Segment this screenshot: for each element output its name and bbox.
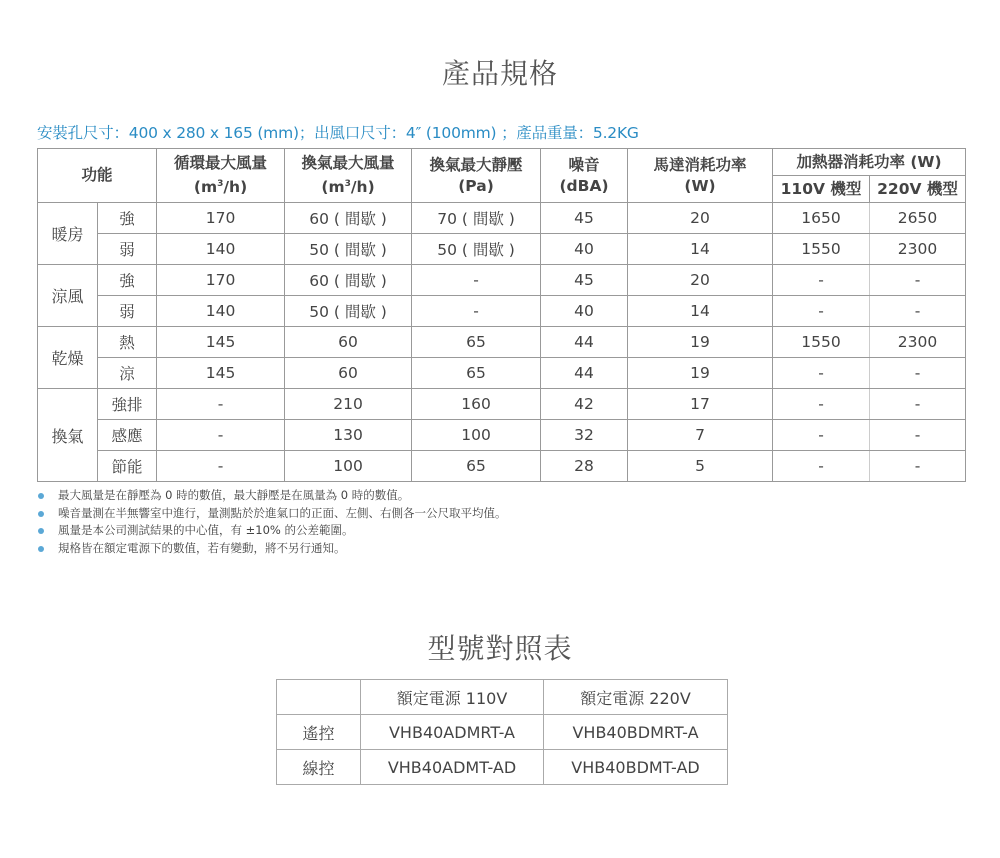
circ-cell: 145: [157, 358, 285, 389]
vent-cell: 60 ( 間歇 ): [285, 265, 412, 296]
circ-cell: -: [157, 389, 285, 420]
pressure-cell: 65: [412, 451, 541, 482]
row-label: 遙控: [277, 715, 361, 750]
header-empty: [277, 680, 361, 715]
heater-110-cell: -: [773, 420, 870, 451]
heater-220-cell: -: [870, 358, 966, 389]
heater-110-cell: -: [773, 389, 870, 420]
bullet-icon: [38, 546, 44, 552]
motor-cell: 19: [628, 327, 773, 358]
group-label: 涼風: [38, 265, 98, 327]
header-motor-power: 馬達消耗功率 (W): [628, 149, 773, 203]
noise-cell: 44: [541, 358, 628, 389]
model-220v: VHB40BDMT-AD: [544, 750, 728, 785]
model-table: [276, 679, 728, 785]
heater-110-cell: 1550: [773, 234, 870, 265]
noise-cell: 40: [541, 296, 628, 327]
circ-cell: 140: [157, 234, 285, 265]
table-row: [38, 203, 966, 234]
vent-cell: 60: [285, 358, 412, 389]
note-item: 風量是本公司測試結果的中心值，有 ±10% 的公差範圍。: [37, 522, 507, 540]
table-row: [38, 451, 966, 482]
heater-220-cell: 2650: [870, 203, 966, 234]
circ-cell: -: [157, 451, 285, 482]
model-110v: VHB40ADMT-AD: [361, 750, 544, 785]
group-label: 換氣: [38, 389, 98, 482]
vent-cell: 130: [285, 420, 412, 451]
spec-title: 產品規格: [441, 57, 558, 90]
dimensions-line: 安裝孔尺寸：400 x 280 x 165 (mm)；出風口尺寸：4″ (100mm) ；產品重量：5.2KG: [37, 124, 639, 142]
circ-cell: 140: [157, 296, 285, 327]
vent-cell: 60 ( 間歇 ): [285, 203, 412, 234]
motor-cell: 19: [628, 358, 773, 389]
mode-cell: 節能: [98, 451, 157, 482]
bullet-icon: [38, 528, 44, 534]
table-row: [38, 265, 966, 296]
spec-table: [37, 148, 966, 482]
noise-cell: 32: [541, 420, 628, 451]
circ-cell: 170: [157, 203, 285, 234]
motor-cell: 17: [628, 389, 773, 420]
heater-220-cell: -: [870, 389, 966, 420]
header-circ-airflow: 循環最大風量 $(m^3/h)$: [157, 149, 285, 203]
mode-cell: 強: [98, 203, 157, 234]
table-row: [38, 389, 966, 420]
heater-220-cell: 2300: [870, 327, 966, 358]
heater-220-cell: -: [870, 265, 966, 296]
model-220v: VHB40BDMRT-A: [544, 715, 728, 750]
heater-110-cell: 1550: [773, 327, 870, 358]
vent-cell: 50 ( 間歇 ): [285, 296, 412, 327]
heater-220-cell: 2300: [870, 234, 966, 265]
motor-cell: 7: [628, 420, 773, 451]
motor-cell: 5: [628, 451, 773, 482]
vent-cell: 50 ( 間歇 ): [285, 234, 412, 265]
mode-cell: 弱: [98, 234, 157, 265]
bullet-icon: [38, 493, 44, 499]
motor-cell: 14: [628, 296, 773, 327]
header-220v: 額定電源 220V: [544, 680, 728, 715]
pressure-cell: 100: [412, 420, 541, 451]
noise-cell: 42: [541, 389, 628, 420]
heater-220-cell: -: [870, 296, 966, 327]
circ-cell: -: [157, 420, 285, 451]
heater-220-cell: -: [870, 420, 966, 451]
note-item: 噪音量測在半無響室中進行，量測點於於進氣口的正面、左側、右側各一公尺取平均值。: [37, 505, 507, 523]
pressure-cell: -: [412, 265, 541, 296]
vent-cell: 210: [285, 389, 412, 420]
header-noise: 噪音 (dBA): [541, 149, 628, 203]
table-header-row: [277, 680, 728, 715]
header-vent-airflow: 換氣最大風量 $(m^3/h)$: [285, 149, 412, 203]
group-label: 暖房: [38, 203, 98, 265]
vent-cell: 60: [285, 327, 412, 358]
noise-cell: 40: [541, 234, 628, 265]
circ-cell: 145: [157, 327, 285, 358]
pressure-cell: -: [412, 296, 541, 327]
table-row: [277, 715, 728, 750]
vent-cell: 100: [285, 451, 412, 482]
heater-110-cell: -: [773, 358, 870, 389]
table-row: [38, 234, 966, 265]
mode-cell: 感應: [98, 420, 157, 451]
heater-110-cell: -: [773, 451, 870, 482]
noise-cell: 45: [541, 203, 628, 234]
note-item: 最大風量是在靜壓為 0 時的數值，最大靜壓是在風量為 0 時的數值。: [37, 487, 507, 505]
mode-cell: 涼: [98, 358, 157, 389]
pressure-cell: 70 ( 間歇 ): [412, 203, 541, 234]
header-function: 功能: [38, 149, 157, 203]
table-row: [277, 750, 728, 785]
pressure-cell: 65: [412, 358, 541, 389]
pressure-cell: 65: [412, 327, 541, 358]
mode-cell: 強: [98, 265, 157, 296]
motor-cell: 20: [628, 265, 773, 296]
header-heater-110v: 110V 機型: [773, 176, 870, 203]
row-label: 線控: [277, 750, 361, 785]
table-row: [38, 420, 966, 451]
pressure-cell: 160: [412, 389, 541, 420]
mode-cell: 熱: [98, 327, 157, 358]
mode-cell: 弱: [98, 296, 157, 327]
notes-list: [37, 487, 507, 557]
circ-cell: 170: [157, 265, 285, 296]
bullet-icon: [38, 511, 44, 517]
noise-cell: 28: [541, 451, 628, 482]
noise-cell: 45: [541, 265, 628, 296]
noise-cell: 44: [541, 327, 628, 358]
pressure-cell: 50 ( 間歇 ): [412, 234, 541, 265]
motor-cell: 14: [628, 234, 773, 265]
motor-cell: 20: [628, 203, 773, 234]
mode-cell: 強排: [98, 389, 157, 420]
group-label: 乾燥: [38, 327, 98, 389]
table-row: [38, 296, 966, 327]
table-row: [38, 327, 966, 358]
header-static-pressure: 換氣最大靜壓 (Pa): [412, 149, 541, 203]
heater-110-cell: 1650: [773, 203, 870, 234]
heater-110-cell: -: [773, 296, 870, 327]
note-item: 規格皆在額定電源下的數值，若有變動，將不另行通知。: [37, 540, 507, 558]
header-110v: 額定電源 110V: [361, 680, 544, 715]
model-110v: VHB40ADMRT-A: [361, 715, 544, 750]
table-row: [38, 358, 966, 389]
heater-110-cell: -: [773, 265, 870, 296]
heater-220-cell: -: [870, 451, 966, 482]
header-heater-power: 加熱器消耗功率 (W): [773, 149, 966, 176]
header-heater-220v: 220V 機型: [870, 176, 966, 203]
model-title: 型號對照表: [427, 632, 573, 665]
